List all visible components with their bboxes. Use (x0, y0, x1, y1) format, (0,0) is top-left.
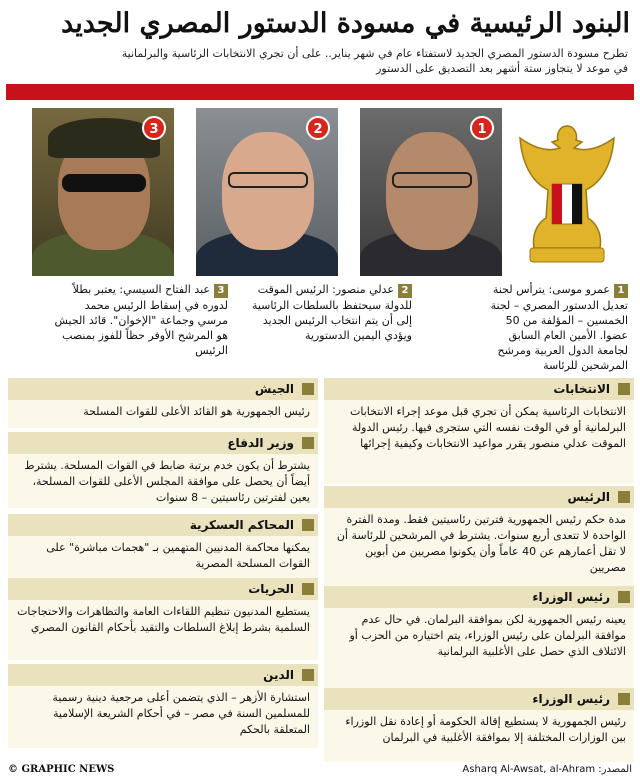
section-text: يعينه رئيس الجمهورية لكن بموافقة البرلمان. في حال عدم موافقة البرلمان على رئيس الوزراء، يتم اختياره من الحزب أو الائتلاف الذي حصل على الأغلبية البرلمانية (324, 608, 634, 692)
section-title: الحريات (248, 582, 294, 596)
section-prime-minister (324, 586, 634, 692)
bullet-square-icon (618, 383, 630, 395)
section-title: رئيس الوزراء (532, 692, 610, 706)
section-text: رئيس الجمهورية لا يستطيع إقالة الحكومة أو إعادة نقل الوزراء بين الوزارات المختلفة إلا بموافقة الأغلبية في البرلمان (324, 710, 634, 762)
section-title: المحاكم العسكرية (189, 518, 294, 532)
section-defense-minister (8, 432, 318, 508)
section-president (324, 486, 634, 592)
bullet-square-icon (618, 491, 630, 503)
photo-adly-mansour (196, 108, 338, 276)
caption-text-2: عدلي منصور: الرئيس الموقت للدولة سيحتفظ بالسلطات الرئاسية إلى أن يتم انتخاب الرئيس الجديد ويؤدي اليمين الدستورية (251, 283, 412, 342)
caption-sisi (52, 282, 228, 374)
section-title: الرئيس (567, 490, 610, 504)
subtitle-line-2: في موعد لا يتجاوز ستة أشهر بعد التصديق على الدستور (376, 62, 628, 75)
photo-badge-2: 2 (306, 116, 330, 140)
caption-adly-mansour (246, 282, 412, 374)
caption-amr-moussa (476, 282, 628, 374)
section-freedoms (8, 578, 318, 660)
section-title: الدين (263, 668, 294, 682)
section-text: يمكنها محاكمة المدنيين المتهمين بـ "هجمات مباشرة" على القوات المسلحة المصرية (8, 536, 318, 580)
section-text: الانتخابات الرئاسية يمكن أن تجري قبل موعد إجراء الانتخابات البرلمانية أو في الوقت نفسه التي ستجرى فيها. رئيس الدولة الموقت عدلي منصور يقرر مواعيد الانتخابات وكيفية إجرائها (324, 400, 634, 484)
photo-badge-1: 1 (470, 116, 494, 140)
section-text: رئيس الجمهورية هو القائد الأعلى للقوات المسلحة (8, 400, 318, 428)
bullet-square-icon (302, 669, 314, 681)
caption-number-3: 3 (214, 284, 228, 298)
bullet-square-icon (618, 693, 630, 705)
caption-text-3: عبد الفتاح السيسي: يعتبر بطلاً لدوره في إسقاط الرئيس محمد مرسي وجماعة "الإخوان". قائد الجيش هو المرشح الأوفر حظاً للفوز بمنصب الرئيس (54, 283, 228, 357)
section-prime-minister-2 (324, 688, 634, 762)
photo-amr-moussa (360, 108, 502, 276)
section-title: وزير الدفاع (227, 436, 294, 450)
section-title: الانتخابات (553, 382, 610, 396)
caption-text-1: عمرو موسى: يترأس لجنة تعديل الدستور المصري – لجنة الخمسين – المؤلفة من 50 عضوا. الأمين العام السابق لجامعة الدول العربية ومرشح المرشحين للرئاسة (490, 283, 628, 372)
bullet-square-icon (302, 583, 314, 595)
egypt-eagle-emblem-icon (512, 108, 622, 276)
section-text: استشارة الأزهر – الذي يتضمن أعلى مرجعية دينية رسمية للمسلمين السنة في مصر – في أحكام الشريعة الإسلامية المتعلقة بالحكم (8, 686, 318, 748)
section-text: يستطيع المدنيون تنظيم اللقاءات العامة والتظاهرات والاحتجاجات السلمية بشرط إبلاغ السلطات والتقيد بأحكام القانون المصري (8, 600, 318, 660)
section-army (8, 378, 318, 428)
source-credit: المصدر: Asharq Al-Awsat, al-Ahram (462, 764, 632, 775)
section-text: يشترط أن يكون خدم برتبة ضابط في القوات المسلحة. يشترط أيضاً أن يحصل على موافقة المجلس الأعلى للقوات المسلحة، يعين لفترتين رئاسيتين – 8 سنوات (8, 454, 318, 508)
footer (8, 762, 632, 780)
section-elections (324, 378, 634, 484)
bullet-square-icon (302, 383, 314, 395)
page-title: البنود الرئيسية في مسودة الدستور المصري الجديد (61, 8, 630, 39)
subtitle (28, 46, 628, 76)
photo-sisi (32, 108, 174, 276)
section-text: مدة حكم رئيس الجمهورية فترتين رئاسيتين فقط. ومدة الفترة الواحدة لا تتعدى أربع سنوات. يشترط في المرشحين للرئاسة أن لا تقل أعمارهم عن 40 عاماً وأن يكونوا مصريين من أبوين مصريين (324, 508, 634, 592)
section-religion (8, 664, 318, 748)
bullet-square-icon (618, 591, 630, 603)
subtitle-line-1: تطرح مسودة الدستور المصري الجديد لاستفتاء عام في شهر يناير.. على أن تجري الانتخابات الرئاسية والبرلمانية (121, 47, 628, 60)
red-divider-bar (6, 84, 634, 100)
bullet-square-icon (302, 437, 314, 449)
section-title: الجيش (254, 382, 294, 396)
section-title: رئيس الوزراء (532, 590, 610, 604)
graphic-news-credit: © GRAPHIC NEWS (8, 764, 115, 775)
section-military-courts (8, 514, 318, 580)
caption-number-2: 2 (398, 284, 412, 298)
bullet-square-icon (302, 519, 314, 531)
caption-number-1: 1 (614, 284, 628, 298)
photo-badge-3: 3 (142, 116, 166, 140)
